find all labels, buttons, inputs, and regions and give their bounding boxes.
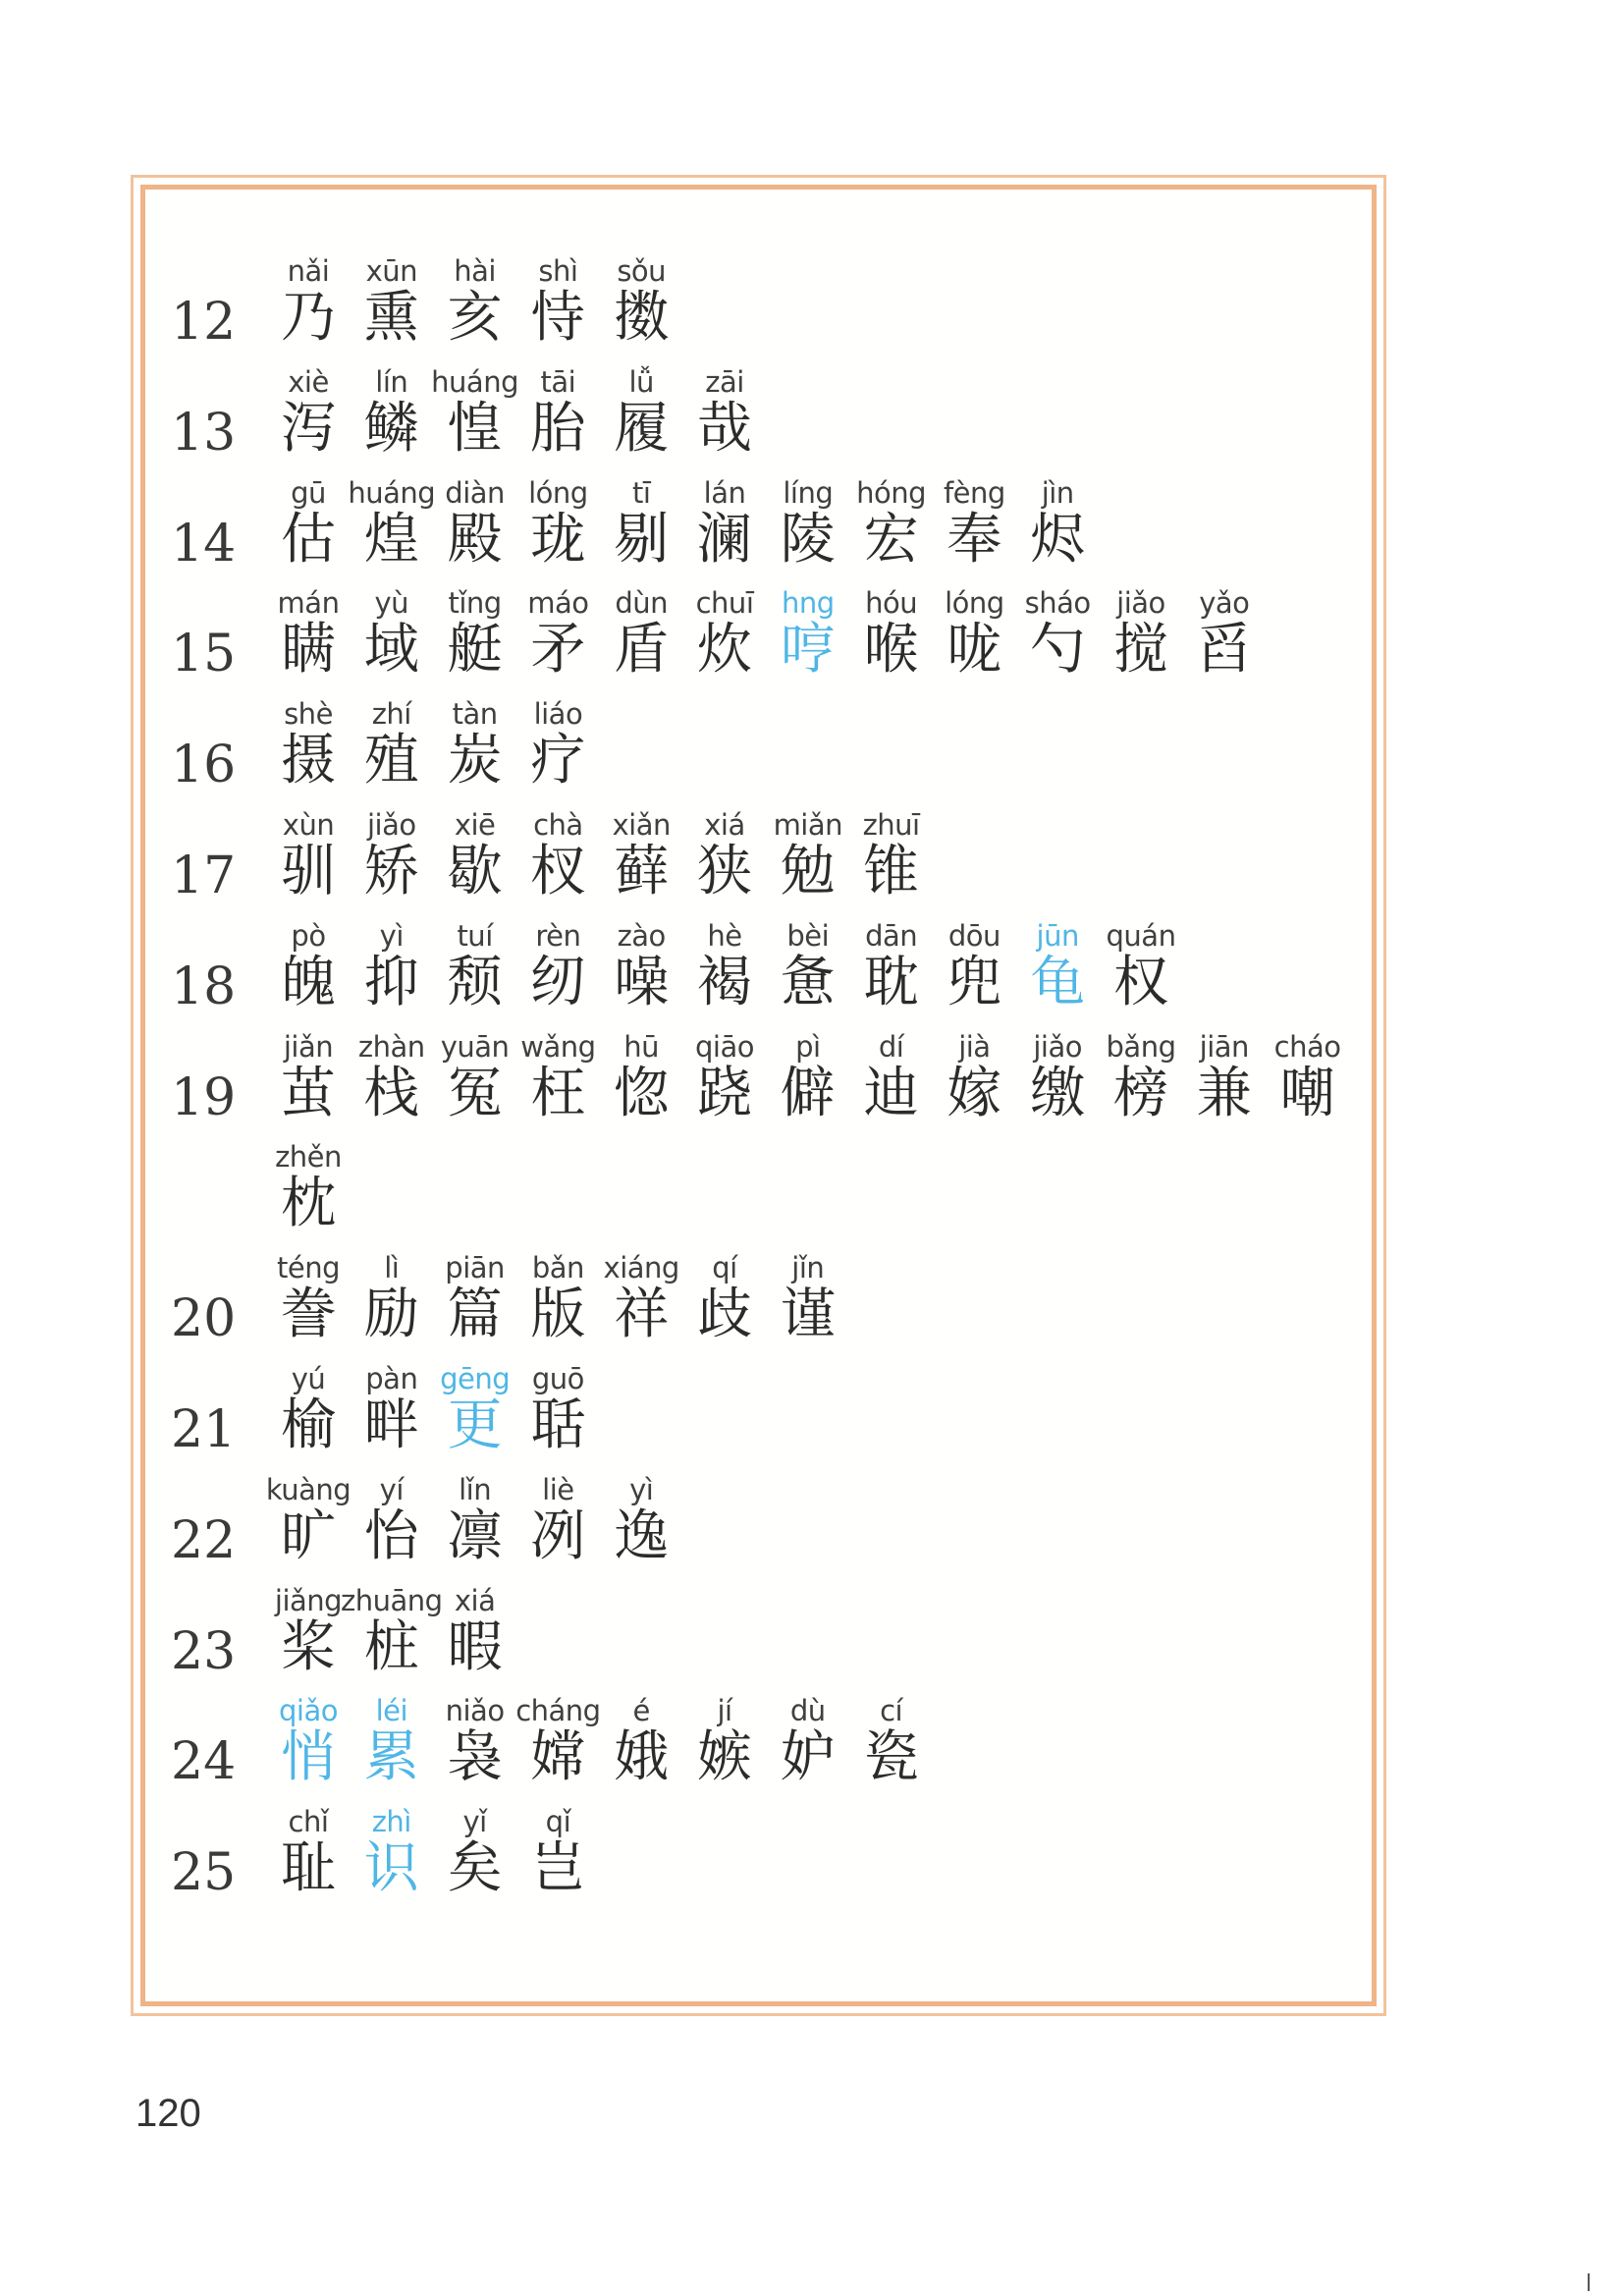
character-entry [516, 1804, 599, 1912]
lesson-row [0, 1029, 1375, 1137]
lesson-number: 23 [171, 1621, 237, 1681]
hanzi: 陵 [780, 507, 836, 572]
lesson-number: 24 [171, 1732, 237, 1792]
hanzi: 娥 [614, 1725, 670, 1790]
hanzi: 谨 [780, 1283, 836, 1347]
pinyin: yǎo [1199, 586, 1250, 621]
pinyin: chuī [695, 586, 754, 621]
pinyin: shè [284, 697, 333, 732]
hanzi: 抑 [363, 950, 419, 1014]
hanzi: 熏 [363, 286, 419, 350]
pinyin: liè [542, 1472, 574, 1506]
pinyin: jìn [1041, 475, 1074, 510]
pinyin: qiǎo [279, 1694, 338, 1728]
pinyin: hng [781, 586, 835, 621]
page-number: 120 [135, 2092, 201, 2135]
pinyin: hóu [865, 586, 918, 621]
hanzi: 咙 [947, 618, 1002, 683]
pinyin: yì [379, 918, 404, 953]
pinyin: tāi [540, 364, 576, 399]
pinyin: bèi [786, 918, 830, 953]
hanzi: 嫁 [947, 1061, 1002, 1125]
pinyin: máo [527, 586, 589, 621]
hanzi: 澜 [697, 507, 752, 572]
pinyin: yú [291, 1362, 326, 1395]
hanzi: 惚 [614, 1061, 670, 1125]
hanzi: 哼 [780, 618, 836, 683]
hanzi: 域 [363, 618, 419, 683]
hanzi: 锥 [863, 840, 919, 903]
pinyin: sǒu [617, 254, 667, 288]
pinyin: léi [375, 1694, 408, 1728]
hanzi: 宏 [863, 507, 919, 572]
hanzi: 勉 [780, 840, 836, 903]
pinyin: gēng [440, 1362, 511, 1395]
character-entry [850, 807, 933, 915]
hanzi: 歇 [447, 840, 503, 903]
hanzi: 妒 [780, 1725, 836, 1790]
pinyin: lì [384, 1251, 400, 1285]
pinyin: niǎo [445, 1694, 505, 1728]
hanzi: 摄 [281, 729, 336, 793]
hanzi: 榜 [1113, 1061, 1168, 1125]
lesson-row [0, 1804, 1375, 1912]
hanzi: 更 [447, 1394, 503, 1457]
pinyin: zhěn [275, 1140, 342, 1175]
pinyin: dōu [947, 918, 1001, 953]
hanzi: 泻 [281, 396, 336, 461]
pinyin: téng [276, 1251, 340, 1285]
pinyin: chǐ [288, 1805, 329, 1839]
pinyin: lán [703, 475, 746, 510]
pinyin: lǐn [459, 1472, 492, 1506]
pinyin: jǐn [791, 1251, 825, 1285]
lesson-row [0, 1361, 1375, 1469]
pinyin: jiān [1199, 1029, 1249, 1064]
pinyin: jūn [1036, 918, 1079, 953]
pinyin: huáng [348, 475, 436, 510]
pinyin: qí [712, 1251, 737, 1285]
hanzi: 耻 [281, 1836, 336, 1901]
pinyin: xùn [282, 808, 335, 842]
lesson-number: 14 [171, 514, 237, 574]
hanzi: 矣 [447, 1836, 503, 1901]
lesson-row [0, 585, 1375, 693]
pinyin: líng [783, 475, 834, 510]
pinyin: jiǎo [366, 808, 416, 842]
character-entry [516, 1361, 599, 1469]
character-entry [1016, 475, 1099, 583]
hanzi: 茧 [281, 1061, 336, 1125]
pinyin: lǚ [628, 364, 654, 399]
character-entry [683, 364, 766, 472]
pinyin: tǐng [448, 586, 502, 621]
pinyin: cí [880, 1694, 903, 1728]
hanzi: 狭 [697, 840, 752, 903]
hanzi: 嘲 [1279, 1061, 1335, 1125]
pinyin: xiǎn [612, 808, 671, 842]
lesson-number: 13 [171, 403, 237, 463]
pinyin: tuí [457, 918, 493, 953]
hanzi: 兜 [947, 950, 1002, 1014]
hanzi: 惶 [447, 396, 503, 461]
hanzi: 噪 [614, 950, 670, 1014]
hanzi: 搅 [1113, 618, 1168, 683]
hanzi: 擞 [614, 286, 670, 350]
pinyin: tàn [452, 697, 498, 732]
page-edge-mark [1588, 2273, 1590, 2291]
hanzi: 僻 [780, 1061, 836, 1125]
character-entry [516, 696, 599, 804]
hanzi: 勺 [1030, 618, 1086, 683]
pinyin: yì [629, 1472, 654, 1506]
hanzi: 盾 [614, 618, 670, 683]
pinyin: miǎn [773, 808, 843, 842]
lesson-row [0, 696, 1375, 804]
pinyin: yù [374, 586, 409, 621]
hanzi: 褐 [697, 950, 752, 1014]
pinyin: lóng [945, 586, 1004, 621]
hanzi: 祥 [614, 1283, 670, 1347]
pinyin: dān [865, 918, 918, 953]
hanzi: 版 [530, 1283, 586, 1347]
pinyin: zhí [371, 697, 411, 732]
pinyin: jiǎn [283, 1029, 334, 1064]
hanzi: 瓷 [863, 1725, 919, 1790]
hanzi: 杈 [530, 840, 586, 903]
hanzi: 纫 [530, 950, 586, 1014]
pinyin: hū [623, 1029, 660, 1064]
pinyin: huáng [431, 364, 518, 399]
character-entry [434, 1583, 516, 1691]
pinyin: piān [445, 1251, 505, 1285]
hanzi: 殖 [363, 729, 419, 793]
hanzi: 估 [281, 507, 336, 572]
hanzi: 缴 [1030, 1061, 1086, 1125]
hanzi: 耽 [863, 950, 919, 1014]
pinyin: xūn [365, 254, 417, 288]
pinyin: shì [538, 254, 578, 288]
lesson-number: 12 [171, 293, 237, 352]
hanzi: 疗 [530, 729, 586, 793]
hanzi: 藓 [614, 840, 670, 903]
hanzi: 迪 [863, 1061, 919, 1125]
hanzi: 权 [1113, 950, 1168, 1014]
pinyin: jí [717, 1694, 732, 1728]
pinyin: gū [291, 475, 326, 510]
hanzi: 袅 [447, 1725, 503, 1790]
hanzi: 榆 [281, 1394, 336, 1457]
lesson-number: 17 [171, 847, 237, 905]
pinyin: yǐ [462, 1805, 487, 1839]
lesson-row [0, 918, 1375, 1026]
pinyin: hè [707, 918, 742, 953]
hanzi: 誊 [281, 1283, 336, 1347]
hanzi: 魄 [281, 950, 336, 1014]
hanzi: 履 [614, 396, 670, 461]
lesson-number: 20 [171, 1289, 237, 1349]
character-entry [767, 1250, 849, 1358]
pinyin: cháng [515, 1694, 601, 1728]
pinyin: zāi [705, 364, 744, 399]
lesson-number: 21 [171, 1400, 237, 1459]
lesson-row [0, 807, 1375, 915]
pinyin: dùn [615, 586, 669, 621]
hanzi: 惫 [780, 950, 836, 1014]
pinyin: pò [291, 918, 326, 953]
pinyin: guō [531, 1362, 584, 1395]
hanzi: 岂 [530, 1836, 586, 1901]
pinyin: tī [631, 475, 651, 510]
pinyin: sháo [1024, 586, 1091, 621]
hanzi: 剔 [614, 507, 670, 572]
lesson-row [0, 1250, 1375, 1358]
pinyin: qiāo [695, 1029, 754, 1064]
hanzi: 颓 [447, 950, 503, 1014]
hanzi: 驯 [281, 840, 336, 903]
pinyin: jiǎo [1033, 1029, 1082, 1064]
hanzi: 暇 [447, 1614, 503, 1679]
hanzi: 兼 [1196, 1061, 1252, 1125]
pinyin: rèn [535, 918, 581, 953]
hanzi: 胎 [530, 396, 586, 461]
hanzi: 矫 [363, 840, 419, 903]
character-entry [1267, 1029, 1349, 1137]
lesson-number: 25 [171, 1843, 237, 1903]
pinyin: bǎn [531, 1251, 584, 1285]
pinyin: pàn [365, 1362, 418, 1395]
character-entry [267, 1139, 350, 1247]
hanzi: 艇 [447, 618, 503, 683]
pinyin: zào [617, 918, 666, 953]
lesson-number: 19 [171, 1067, 237, 1127]
lesson-number: 18 [171, 957, 237, 1016]
pinyin: xiē [454, 808, 496, 842]
pinyin: yuān [440, 1029, 510, 1064]
pinyin: dí [878, 1029, 904, 1064]
hanzi: 歧 [697, 1283, 752, 1347]
pinyin: diàn [445, 475, 505, 510]
hanzi: 篇 [447, 1283, 503, 1347]
lesson-row [0, 1693, 1375, 1801]
pinyin: xiáng [603, 1251, 679, 1285]
lesson-row [0, 253, 1375, 361]
hanzi: 舀 [1196, 618, 1252, 683]
hanzi: 冽 [530, 1503, 586, 1568]
hanzi: 枉 [530, 1061, 586, 1125]
hanzi: 鳞 [363, 396, 419, 461]
lesson-row [0, 1472, 1375, 1580]
hanzi: 怡 [363, 1503, 419, 1568]
pinyin: lín [375, 364, 408, 399]
hanzi: 识 [363, 1836, 419, 1901]
pinyin: xiá [704, 808, 745, 842]
lesson-row [0, 364, 1375, 472]
hanzi: 哉 [697, 396, 752, 461]
hanzi: 冤 [447, 1061, 503, 1125]
pinyin: zhàn [357, 1029, 425, 1064]
hanzi: 煌 [363, 507, 419, 572]
pinyin: xiè [288, 364, 329, 399]
hanzi: 恃 [530, 286, 586, 350]
pinyin: cháo [1273, 1029, 1341, 1064]
pinyin: liáo [533, 697, 583, 732]
hanzi: 励 [363, 1283, 419, 1347]
hanzi: 奉 [947, 507, 1002, 572]
hanzi: 旷 [281, 1503, 336, 1568]
lesson-number: 16 [171, 736, 237, 795]
pinyin: bǎng [1106, 1029, 1176, 1064]
character-entry [850, 1693, 933, 1801]
character-entry [1100, 918, 1182, 1026]
lesson-row [0, 475, 1375, 583]
pinyin: qǐ [545, 1805, 571, 1839]
hanzi: 炊 [697, 618, 752, 683]
pinyin: pì [795, 1029, 821, 1064]
pinyin: xiá [454, 1583, 496, 1617]
lesson-row [0, 1139, 1375, 1247]
pinyin: quán [1106, 918, 1176, 953]
hanzi: 枕 [281, 1172, 336, 1236]
hanzi: 喉 [863, 618, 919, 683]
hanzi: 龟 [1030, 950, 1086, 1014]
pinyin: jià [958, 1029, 991, 1064]
hanzi: 逸 [614, 1503, 670, 1568]
hanzi: 殿 [447, 507, 503, 572]
hanzi: 珑 [530, 507, 586, 572]
pinyin: dù [789, 1694, 826, 1728]
pinyin: zhì [371, 1805, 411, 1839]
hanzi: 跷 [697, 1061, 752, 1125]
pinyin: zhuāng [341, 1583, 443, 1617]
hanzi: 瞒 [281, 618, 336, 683]
hanzi: 聒 [530, 1394, 586, 1457]
pinyin: jiǎo [1116, 586, 1165, 621]
hanzi: 亥 [447, 286, 503, 350]
hanzi: 矛 [530, 618, 586, 683]
hanzi: 凛 [447, 1503, 503, 1568]
pinyin: zhuī [862, 808, 920, 842]
hanzi: 烬 [1030, 507, 1086, 572]
pinyin: nǎi [287, 254, 330, 288]
hanzi: 累 [363, 1725, 419, 1790]
pinyin: yí [379, 1472, 404, 1506]
character-entry [600, 1472, 682, 1580]
pinyin: wǎng [520, 1029, 596, 1064]
character-entry [1183, 585, 1266, 693]
hanzi: 桨 [281, 1614, 336, 1679]
pinyin: chà [533, 808, 583, 842]
character-entry [600, 253, 682, 361]
pinyin: lóng [528, 475, 588, 510]
hanzi: 悄 [281, 1725, 336, 1790]
hanzi: 栈 [363, 1061, 419, 1125]
lesson-row [0, 1583, 1375, 1691]
pinyin: mán [277, 586, 340, 621]
pinyin: é [632, 1694, 650, 1728]
pinyin: kuàng [265, 1472, 352, 1506]
hanzi: 桩 [363, 1614, 419, 1679]
hanzi: 炭 [447, 729, 503, 793]
hanzi: 畔 [363, 1394, 419, 1457]
hanzi: 嫦 [530, 1725, 586, 1790]
pinyin: jiǎng [274, 1583, 343, 1617]
lesson-number: 15 [171, 625, 237, 684]
lesson-number: 22 [171, 1510, 237, 1570]
pinyin: hài [454, 254, 496, 288]
pinyin: hóng [856, 475, 927, 510]
pinyin: fèng [943, 475, 1005, 510]
hanzi: 嫉 [697, 1725, 752, 1790]
hanzi: 乃 [281, 286, 336, 350]
